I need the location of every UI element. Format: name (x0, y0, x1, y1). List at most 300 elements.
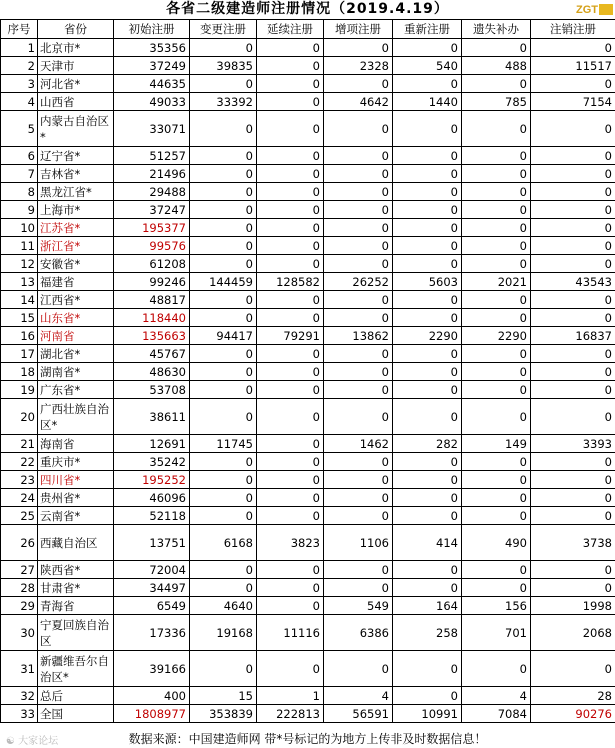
row-index: 15 (1, 309, 38, 327)
value-cell: 46096 (114, 489, 190, 507)
province-cell: 河南省 (38, 327, 114, 345)
value-cell: 0 (257, 489, 324, 507)
value-cell: 149 (462, 435, 531, 453)
value-cell: 0 (257, 39, 324, 57)
value-cell: 0 (393, 219, 462, 237)
watermark-text: 大家论坛 (18, 736, 59, 747)
value-cell: 0 (190, 399, 257, 435)
value-cell: 0 (257, 291, 324, 309)
value-cell: 0 (190, 237, 257, 255)
value-cell: 0 (393, 651, 462, 687)
value-cell: 0 (257, 399, 324, 435)
value-cell: 7084 (462, 705, 531, 723)
value-cell: 48630 (114, 363, 190, 381)
value-cell: 16837 (531, 327, 615, 345)
value-cell: 0 (190, 381, 257, 399)
value-cell: 0 (324, 201, 393, 219)
value-cell: 4642 (324, 93, 393, 111)
value-cell: 11517 (531, 57, 615, 75)
row-index: 29 (1, 597, 38, 615)
value-cell: 44635 (114, 75, 190, 93)
table-row (1, 615, 615, 651)
column-header: 省份 (38, 20, 114, 39)
value-cell: 258 (393, 615, 462, 651)
value-cell: 34497 (114, 579, 190, 597)
value-cell: 0 (257, 651, 324, 687)
table-row (1, 93, 615, 111)
value-cell: 28 (531, 687, 615, 705)
value-cell: 0 (531, 651, 615, 687)
value-cell: 0 (393, 363, 462, 381)
value-cell: 0 (462, 363, 531, 381)
value-cell: 0 (257, 309, 324, 327)
value-cell: 0 (462, 579, 531, 597)
value-cell: 0 (462, 489, 531, 507)
province-cell: 天津市 (38, 57, 114, 75)
value-cell: 0 (462, 75, 531, 93)
table-row (1, 597, 615, 615)
table-row (1, 237, 615, 255)
value-cell: 0 (531, 255, 615, 273)
value-cell: 0 (531, 39, 615, 57)
row-index: 3 (1, 75, 38, 93)
value-cell: 0 (324, 147, 393, 165)
value-cell: 2290 (462, 327, 531, 345)
value-cell: 72004 (114, 561, 190, 579)
value-cell: 0 (190, 489, 257, 507)
value-cell: 195252 (114, 471, 190, 489)
table-row (1, 327, 615, 345)
value-cell: 12691 (114, 435, 190, 453)
value-cell: 0 (324, 489, 393, 507)
value-cell: 0 (324, 255, 393, 273)
value-cell: 0 (393, 183, 462, 201)
row-index: 30 (1, 615, 38, 651)
value-cell: 0 (190, 183, 257, 201)
province-cell: 甘肃省* (38, 579, 114, 597)
table-row (1, 273, 615, 291)
table-row (1, 399, 615, 435)
province-cell: 河北省* (38, 75, 114, 93)
value-cell: 0 (393, 309, 462, 327)
value-cell: 0 (257, 237, 324, 255)
value-cell: 79291 (257, 327, 324, 345)
value-cell: 0 (257, 453, 324, 471)
value-cell: 0 (324, 471, 393, 489)
value-cell: 0 (190, 363, 257, 381)
row-index: 23 (1, 471, 38, 489)
value-cell: 0 (531, 561, 615, 579)
value-cell: 0 (257, 165, 324, 183)
value-cell: 0 (324, 219, 393, 237)
logo-text: ZGT (576, 3, 598, 16)
value-cell: 0 (462, 561, 531, 579)
value-cell: 0 (531, 345, 615, 363)
value-cell: 0 (324, 165, 393, 183)
value-cell: 0 (257, 201, 324, 219)
row-index: 33 (1, 705, 38, 723)
value-cell: 21496 (114, 165, 190, 183)
value-cell: 0 (531, 381, 615, 399)
value-cell: 1106 (324, 525, 393, 561)
table-row (1, 291, 615, 309)
value-cell: 0 (190, 201, 257, 219)
row-index: 11 (1, 237, 38, 255)
table-body (1, 39, 615, 723)
table-row (1, 705, 615, 723)
value-cell: 0 (531, 219, 615, 237)
value-cell: 0 (462, 507, 531, 525)
value-cell: 0 (190, 111, 257, 147)
value-cell: 19168 (190, 615, 257, 651)
value-cell: 0 (531, 489, 615, 507)
value-cell: 5603 (393, 273, 462, 291)
row-index: 9 (1, 201, 38, 219)
province-cell: 重庆市* (38, 453, 114, 471)
value-cell: 549 (324, 597, 393, 615)
value-cell: 0 (257, 363, 324, 381)
row-index: 22 (1, 453, 38, 471)
value-cell: 0 (257, 561, 324, 579)
value-cell: 56591 (324, 705, 393, 723)
value-cell: 0 (324, 453, 393, 471)
value-cell: 0 (393, 507, 462, 525)
table-row (1, 75, 615, 93)
value-cell: 0 (462, 471, 531, 489)
value-cell: 3738 (531, 525, 615, 561)
value-cell: 0 (531, 111, 615, 147)
province-cell: 黑龙江省* (38, 183, 114, 201)
table-row (1, 201, 615, 219)
row-index: 5 (1, 111, 38, 147)
value-cell: 0 (393, 471, 462, 489)
row-index: 2 (1, 57, 38, 75)
row-index: 6 (1, 147, 38, 165)
table-row (1, 219, 615, 237)
value-cell: 0 (257, 435, 324, 453)
table-row (1, 489, 615, 507)
value-cell: 33071 (114, 111, 190, 147)
row-index: 12 (1, 255, 38, 273)
province-cell: 宁夏回族自治区 (38, 615, 114, 651)
table-row (1, 183, 615, 201)
value-cell: 11116 (257, 615, 324, 651)
row-index: 31 (1, 651, 38, 687)
column-header: 遗失补办 (462, 20, 531, 39)
table-row (1, 147, 615, 165)
value-cell: 0 (393, 39, 462, 57)
value-cell: 0 (393, 453, 462, 471)
value-cell: 0 (462, 381, 531, 399)
value-cell: 39166 (114, 651, 190, 687)
value-cell: 39835 (190, 57, 257, 75)
province-cell: 江苏省* (38, 219, 114, 237)
value-cell: 0 (462, 291, 531, 309)
row-index: 28 (1, 579, 38, 597)
value-cell: 0 (190, 507, 257, 525)
value-cell: 17336 (114, 615, 190, 651)
province-cell: 北京市* (38, 39, 114, 57)
value-cell: 6386 (324, 615, 393, 651)
value-cell: 0 (531, 399, 615, 435)
registration-table (0, 19, 615, 723)
value-cell: 0 (257, 93, 324, 111)
province-cell: 福建省 (38, 273, 114, 291)
table-row (1, 255, 615, 273)
value-cell: 13751 (114, 525, 190, 561)
row-index: 13 (1, 273, 38, 291)
value-cell: 222813 (257, 705, 324, 723)
table-row (1, 507, 615, 525)
table-row (1, 363, 615, 381)
table-row (1, 39, 615, 57)
table-row (1, 345, 615, 363)
province-cell: 青海省 (38, 597, 114, 615)
value-cell: 29488 (114, 183, 190, 201)
row-index: 4 (1, 93, 38, 111)
value-cell: 0 (462, 651, 531, 687)
value-cell: 0 (462, 219, 531, 237)
value-cell: 2290 (393, 327, 462, 345)
value-cell: 11745 (190, 435, 257, 453)
value-cell: 0 (462, 165, 531, 183)
value-cell: 35356 (114, 39, 190, 57)
value-cell: 0 (257, 111, 324, 147)
value-cell: 0 (462, 183, 531, 201)
value-cell: 0 (462, 201, 531, 219)
province-cell: 江西省* (38, 291, 114, 309)
column-header: 序号 (1, 20, 38, 39)
value-cell: 0 (190, 309, 257, 327)
value-cell: 48817 (114, 291, 190, 309)
value-cell: 0 (324, 111, 393, 147)
value-cell: 0 (257, 255, 324, 273)
value-cell: 0 (324, 579, 393, 597)
value-cell: 53708 (114, 381, 190, 399)
value-cell: 1440 (393, 93, 462, 111)
value-cell: 37247 (114, 201, 190, 219)
province-cell: 总后 (38, 687, 114, 705)
value-cell: 164 (393, 597, 462, 615)
row-index: 24 (1, 489, 38, 507)
watermark-icon: ☯ (6, 736, 15, 747)
value-cell: 0 (257, 219, 324, 237)
table-row (1, 57, 615, 75)
value-cell: 2328 (324, 57, 393, 75)
province-cell: 广东省* (38, 381, 114, 399)
value-cell: 0 (190, 345, 257, 363)
table-row (1, 651, 615, 687)
table-row (1, 381, 615, 399)
province-cell: 云南省* (38, 507, 114, 525)
value-cell: 0 (531, 183, 615, 201)
value-cell: 0 (324, 651, 393, 687)
table-row (1, 165, 615, 183)
value-cell: 0 (531, 363, 615, 381)
value-cell: 128582 (257, 273, 324, 291)
province-cell: 全国 (38, 705, 114, 723)
value-cell: 1 (257, 687, 324, 705)
value-cell: 43543 (531, 273, 615, 291)
table-row (1, 561, 615, 579)
value-cell: 0 (257, 597, 324, 615)
row-index: 8 (1, 183, 38, 201)
value-cell: 0 (190, 561, 257, 579)
value-cell: 0 (324, 345, 393, 363)
province-cell: 上海市* (38, 201, 114, 219)
value-cell: 1462 (324, 435, 393, 453)
value-cell: 0 (462, 453, 531, 471)
value-cell: 0 (190, 75, 257, 93)
value-cell: 0 (393, 489, 462, 507)
value-cell: 45767 (114, 345, 190, 363)
province-cell: 吉林省* (38, 165, 114, 183)
table-row (1, 525, 615, 561)
logo-block-icon (599, 4, 613, 15)
value-cell: 37249 (114, 57, 190, 75)
province-cell: 湖南省* (38, 363, 114, 381)
column-header: 变更注册 (190, 20, 257, 39)
column-header: 增项注册 (324, 20, 393, 39)
value-cell: 0 (393, 399, 462, 435)
province-cell: 安徽省* (38, 255, 114, 273)
value-cell: 0 (393, 237, 462, 255)
column-header: 初始注册 (114, 20, 190, 39)
province-cell: 海南省 (38, 435, 114, 453)
value-cell: 0 (531, 453, 615, 471)
row-index: 20 (1, 399, 38, 435)
province-cell: 山西省 (38, 93, 114, 111)
value-cell: 49033 (114, 93, 190, 111)
value-cell: 0 (190, 579, 257, 597)
value-cell: 0 (190, 651, 257, 687)
value-cell: 0 (393, 291, 462, 309)
value-cell: 99576 (114, 237, 190, 255)
value-cell: 0 (257, 345, 324, 363)
value-cell: 488 (462, 57, 531, 75)
row-index: 16 (1, 327, 38, 345)
column-header: 注销注册 (531, 20, 615, 39)
table-row (1, 579, 615, 597)
value-cell: 2068 (531, 615, 615, 651)
value-cell: 0 (324, 39, 393, 57)
value-cell: 118440 (114, 309, 190, 327)
value-cell: 15 (190, 687, 257, 705)
value-cell: 0 (324, 507, 393, 525)
value-cell: 13862 (324, 327, 393, 345)
value-cell: 0 (393, 201, 462, 219)
province-cell: 西藏自治区 (38, 525, 114, 561)
table-row (1, 111, 615, 147)
province-cell: 贵州省* (38, 489, 114, 507)
province-cell: 新疆维吾尔自治区* (38, 651, 114, 687)
value-cell: 0 (393, 561, 462, 579)
value-cell: 0 (531, 309, 615, 327)
value-cell: 0 (324, 363, 393, 381)
value-cell: 4 (324, 687, 393, 705)
row-index: 18 (1, 363, 38, 381)
value-cell: 0 (257, 507, 324, 525)
value-cell: 135663 (114, 327, 190, 345)
province-cell: 四川省* (38, 471, 114, 489)
value-cell: 0 (393, 687, 462, 705)
value-cell: 282 (393, 435, 462, 453)
header-row (1, 20, 615, 39)
value-cell: 10991 (393, 705, 462, 723)
zgt-logo (576, 2, 613, 17)
province-cell: 浙江省* (38, 237, 114, 255)
value-cell: 7154 (531, 93, 615, 111)
value-cell: 701 (462, 615, 531, 651)
value-cell: 94417 (190, 327, 257, 345)
value-cell: 0 (462, 345, 531, 363)
value-cell: 0 (324, 237, 393, 255)
value-cell: 38611 (114, 399, 190, 435)
value-cell: 0 (190, 39, 257, 57)
value-cell: 0 (190, 255, 257, 273)
value-cell: 0 (190, 147, 257, 165)
row-index: 27 (1, 561, 38, 579)
value-cell: 0 (531, 201, 615, 219)
value-cell: 0 (531, 579, 615, 597)
value-cell: 0 (531, 471, 615, 489)
value-cell: 0 (462, 147, 531, 165)
value-cell: 0 (324, 561, 393, 579)
value-cell: 1808977 (114, 705, 190, 723)
value-cell: 1998 (531, 597, 615, 615)
row-index: 32 (1, 687, 38, 705)
value-cell: 90276 (531, 705, 615, 723)
value-cell: 6549 (114, 597, 190, 615)
value-cell: 51257 (114, 147, 190, 165)
value-cell: 26252 (324, 273, 393, 291)
row-index: 1 (1, 39, 38, 57)
value-cell: 6168 (190, 525, 257, 561)
value-cell: 0 (257, 579, 324, 597)
value-cell: 0 (190, 471, 257, 489)
value-cell: 490 (462, 525, 531, 561)
value-cell: 0 (257, 183, 324, 201)
value-cell: 4 (462, 687, 531, 705)
value-cell: 0 (393, 255, 462, 273)
province-cell: 内蒙古自治区* (38, 111, 114, 147)
value-cell: 0 (531, 507, 615, 525)
value-cell: 0 (393, 75, 462, 93)
value-cell: 61208 (114, 255, 190, 273)
value-cell: 0 (324, 75, 393, 93)
value-cell: 0 (462, 255, 531, 273)
value-cell: 0 (393, 345, 462, 363)
value-cell: 0 (531, 75, 615, 93)
value-cell: 0 (393, 111, 462, 147)
value-cell: 35242 (114, 453, 190, 471)
table-row (1, 471, 615, 489)
value-cell: 0 (531, 165, 615, 183)
value-cell: 0 (190, 165, 257, 183)
table-row (1, 453, 615, 471)
table-row (1, 435, 615, 453)
value-cell: 0 (324, 291, 393, 309)
row-index: 7 (1, 165, 38, 183)
row-index: 10 (1, 219, 38, 237)
value-cell: 540 (393, 57, 462, 75)
row-index: 17 (1, 345, 38, 363)
province-cell: 山东省* (38, 309, 114, 327)
value-cell: 52118 (114, 507, 190, 525)
value-cell: 0 (190, 219, 257, 237)
value-cell: 0 (462, 309, 531, 327)
value-cell: 0 (190, 453, 257, 471)
